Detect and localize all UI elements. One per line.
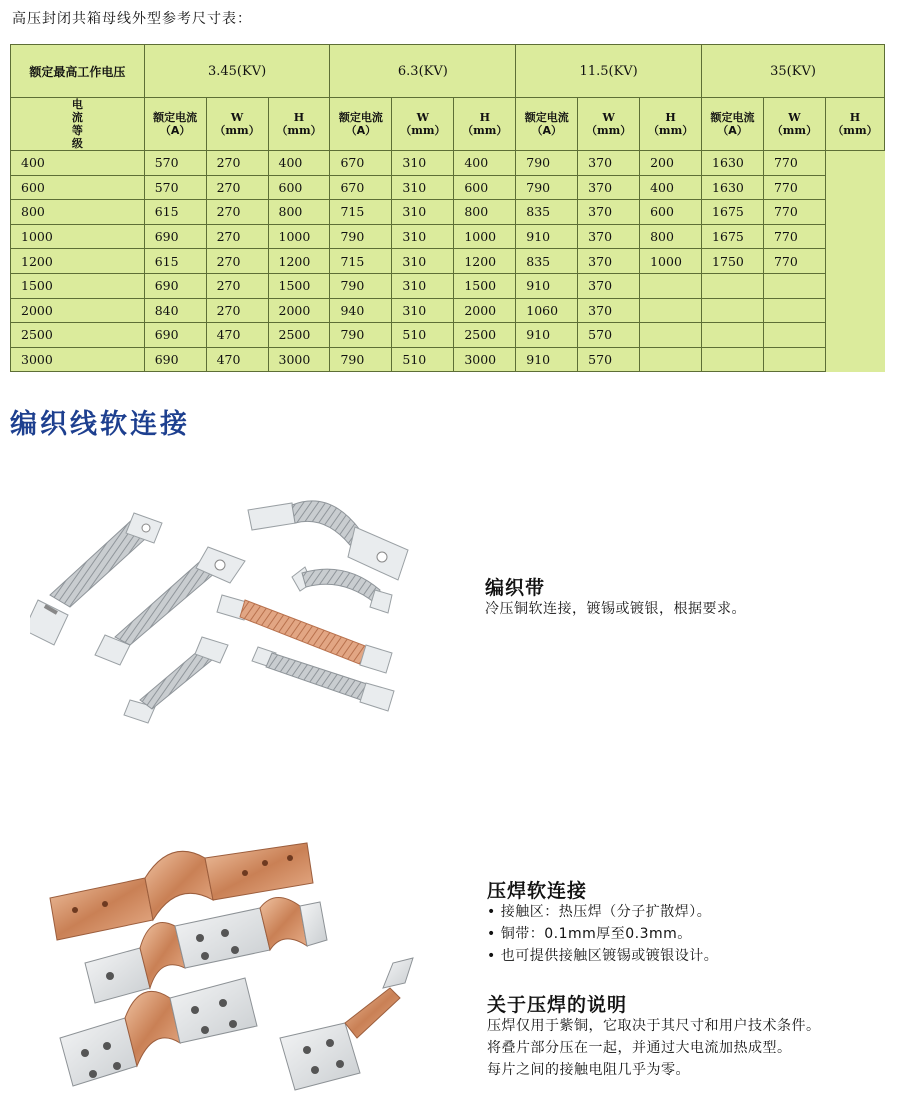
- table-cell: 570: [578, 323, 640, 348]
- column-header-h: H （mm）: [640, 98, 702, 151]
- column-header-w: W （mm）: [206, 98, 268, 151]
- column-header-current: 额定电流 （A）: [330, 98, 392, 151]
- table-cell: 270: [206, 249, 268, 274]
- table-cell: [640, 347, 702, 372]
- table-cell: 310: [392, 151, 454, 176]
- table-cell: 790: [330, 347, 392, 372]
- table-cell: 770: [763, 200, 825, 225]
- table-cell: [763, 323, 825, 348]
- table-cell: [763, 298, 825, 323]
- laminated-connectors-image: [45, 838, 425, 1098]
- table-cell: 800: [11, 200, 145, 225]
- column-header-h: H （mm）: [454, 98, 516, 151]
- table-cell: 600: [11, 175, 145, 200]
- table-cell: 310: [392, 249, 454, 274]
- table-caption: 高压封闭共箱母线外型参考尺寸表：: [12, 11, 252, 27]
- table-cell: 400: [268, 151, 330, 176]
- table-cell: 770: [763, 175, 825, 200]
- table-cell: 600: [454, 175, 516, 200]
- column-header-w: W （mm）: [578, 98, 640, 151]
- table-cell: 1000: [11, 224, 145, 249]
- table-cell: 840: [144, 298, 206, 323]
- table-cell: 800: [268, 200, 330, 225]
- table-cell: 1000: [454, 224, 516, 249]
- table-cell: 570: [578, 347, 640, 372]
- braided-heading: 编织带: [485, 577, 546, 599]
- table-cell: 1750: [702, 249, 764, 274]
- voltage-label: 额定最高工作电压: [11, 45, 145, 98]
- table-cell: 2000: [454, 298, 516, 323]
- braided-straps-image: [30, 495, 410, 725]
- table-cell: 600: [640, 200, 702, 225]
- section-title: 编织线软连接: [10, 409, 190, 440]
- table-cell: [640, 323, 702, 348]
- table-cell: 670: [330, 151, 392, 176]
- table-cell: 910: [516, 273, 578, 298]
- table-cell: 940: [330, 298, 392, 323]
- table-cell: 690: [144, 323, 206, 348]
- laminated-heading: 压焊软连接: [487, 880, 588, 902]
- table-cell: 835: [516, 200, 578, 225]
- table-cell: [702, 323, 764, 348]
- table-row: [11, 298, 885, 323]
- note-line: 将叠片部分压在一起，并通过大电流加热成型。: [487, 1040, 792, 1056]
- table-cell: 1000: [640, 249, 702, 274]
- table-cell: 400: [640, 175, 702, 200]
- table-cell: 270: [206, 175, 268, 200]
- braided-description: 冷压铜软连接，镀锡或镀银，根据要求。: [485, 601, 746, 617]
- table-row: [11, 151, 885, 176]
- table-cell: 790: [330, 224, 392, 249]
- table-cell: 770: [763, 151, 825, 176]
- table-cell: 1500: [454, 273, 516, 298]
- table-cell: [640, 273, 702, 298]
- table-cell: 615: [144, 249, 206, 274]
- table-cell: 1200: [268, 249, 330, 274]
- table-cell: 1500: [11, 273, 145, 298]
- note-heading: 关于压焊的说明: [487, 994, 628, 1016]
- note-text: [487, 1015, 821, 1081]
- table-row: [11, 323, 885, 348]
- table-cell: 690: [144, 224, 206, 249]
- table-cell: 1060: [516, 298, 578, 323]
- table-cell: 2500: [454, 323, 516, 348]
- table-cell: 690: [144, 273, 206, 298]
- table-cell: 1500: [268, 273, 330, 298]
- table-cell: 200: [640, 151, 702, 176]
- table-cell: 2500: [268, 323, 330, 348]
- bullet-item: • 铜带：0.1mm厚至0.3mm。: [487, 926, 692, 942]
- column-header-h: H （mm）: [825, 98, 884, 151]
- column-header-current: 额定电流 （A）: [702, 98, 764, 151]
- table-cell: 270: [206, 224, 268, 249]
- table-cell: 1675: [702, 224, 764, 249]
- table-cell: 790: [330, 323, 392, 348]
- table-cell: 310: [392, 273, 454, 298]
- table-cell: 690: [144, 347, 206, 372]
- table-cell: [763, 347, 825, 372]
- column-header-w: W （mm）: [763, 98, 825, 151]
- laminated-bullets: [487, 901, 718, 967]
- table-cell: 1200: [454, 249, 516, 274]
- table-cell: 715: [330, 249, 392, 274]
- table-cell: 800: [640, 224, 702, 249]
- table-cell: 670: [330, 175, 392, 200]
- table-cell: 3000: [268, 347, 330, 372]
- table-cell: 370: [578, 151, 640, 176]
- table-row: [11, 175, 885, 200]
- column-header-current: 额定电流 （A）: [144, 98, 206, 151]
- table-cell: 310: [392, 298, 454, 323]
- voltage-header: 3.45(KV): [144, 45, 330, 98]
- bullet-item: • 也可提供接触区镀锡或镀银设计。: [487, 948, 719, 964]
- table-row: [11, 224, 885, 249]
- voltage-header: 35(KV): [702, 45, 885, 98]
- table-cell: 570: [144, 175, 206, 200]
- table-cell: 715: [330, 200, 392, 225]
- voltage-header: 6.3(KV): [330, 45, 516, 98]
- table-cell: 910: [516, 323, 578, 348]
- table-cell: 570: [144, 151, 206, 176]
- table-cell: 3000: [454, 347, 516, 372]
- table-cell: 800: [454, 200, 516, 225]
- table-cell: 835: [516, 249, 578, 274]
- table-cell: 790: [516, 175, 578, 200]
- table-cell: 910: [516, 224, 578, 249]
- table-cell: 510: [392, 323, 454, 348]
- table-cell: 270: [206, 151, 268, 176]
- table-cell: 2000: [268, 298, 330, 323]
- table-cell: 370: [578, 249, 640, 274]
- current-level-label: 电流等级: [11, 98, 145, 151]
- table-row: [11, 347, 885, 372]
- table-cell: 910: [516, 347, 578, 372]
- table-cell: 270: [206, 200, 268, 225]
- table-cell: 790: [330, 273, 392, 298]
- note-line: 每片之间的接触电阻几乎为零。: [487, 1062, 690, 1078]
- table-cell: 270: [206, 273, 268, 298]
- table-cell: 400: [454, 151, 516, 176]
- table-cell: [702, 273, 764, 298]
- table-cell: 370: [578, 224, 640, 249]
- table-cell: 2000: [11, 298, 145, 323]
- table-cell: 615: [144, 200, 206, 225]
- table-cell: 370: [578, 200, 640, 225]
- voltage-header: 11.5(KV): [516, 45, 702, 98]
- table-cell: 1630: [702, 151, 764, 176]
- table-cell: [702, 298, 764, 323]
- bullet-item: • 接触区：热压焊（分子扩散焊）。: [487, 904, 712, 920]
- table-cell: 510: [392, 347, 454, 372]
- table-cell: 770: [763, 224, 825, 249]
- table-cell: 1000: [268, 224, 330, 249]
- table-cell: 310: [392, 175, 454, 200]
- table-cell: 310: [392, 224, 454, 249]
- table-cell: 600: [268, 175, 330, 200]
- table-cell: 400: [11, 151, 145, 176]
- table-cell: [640, 298, 702, 323]
- column-header-current: 额定电流 （A）: [516, 98, 578, 151]
- table-cell: [702, 347, 764, 372]
- note-line: 压焊仅用于紫铜，它取决于其尺寸和用户技术条件。: [487, 1018, 821, 1034]
- column-header-h: H （mm）: [268, 98, 330, 151]
- table-cell: 270: [206, 298, 268, 323]
- dimension-table: [10, 44, 885, 372]
- table-cell: 370: [578, 298, 640, 323]
- column-header-w: W （mm）: [392, 98, 454, 151]
- table-cell: 1630: [702, 175, 764, 200]
- table-cell: 370: [578, 175, 640, 200]
- table-row: [11, 249, 885, 274]
- table-cell: 470: [206, 323, 268, 348]
- table-cell: 2500: [11, 323, 145, 348]
- table-cell: 3000: [11, 347, 145, 372]
- table-cell: 770: [763, 249, 825, 274]
- table-cell: 470: [206, 347, 268, 372]
- table-row: [11, 200, 885, 225]
- table-cell: 1675: [702, 200, 764, 225]
- table-cell: 1200: [11, 249, 145, 274]
- table-cell: [763, 273, 825, 298]
- table-cell: 370: [578, 273, 640, 298]
- table-cell: 310: [392, 200, 454, 225]
- table-cell: 790: [516, 151, 578, 176]
- table-row: [11, 273, 885, 298]
